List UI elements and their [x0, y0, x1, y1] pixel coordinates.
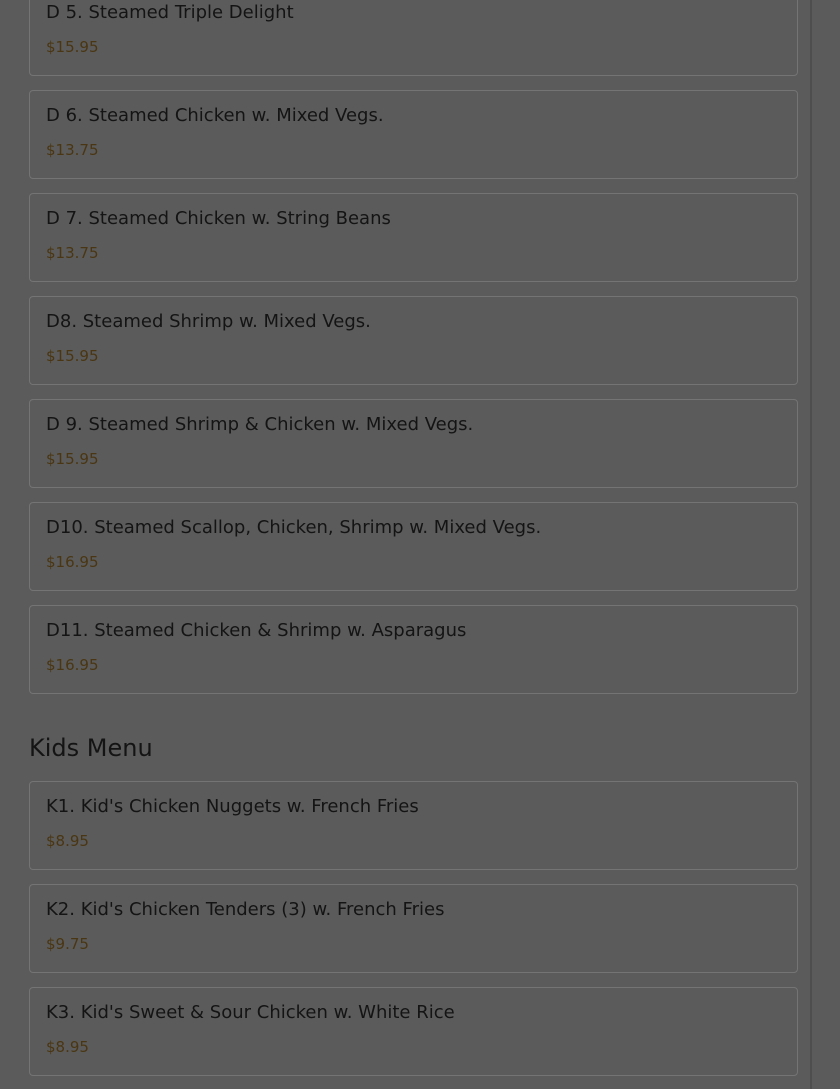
menu-item-card[interactable]	[29, 90, 798, 179]
menu-item-price: $9.75	[46, 935, 89, 953]
menu-item-card[interactable]	[29, 781, 798, 870]
menu-item-card[interactable]	[29, 296, 798, 385]
menu-item-price: $16.95	[46, 553, 99, 571]
menu-item-card[interactable]	[29, 884, 798, 973]
menu-item-price: $13.75	[46, 141, 99, 159]
kids-menu-heading: Kids Menu	[29, 734, 153, 762]
menu-item-card[interactable]	[29, 605, 798, 694]
menu-item-price: $15.95	[46, 347, 99, 365]
scrollbar[interactable]	[812, 0, 840, 1089]
menu-item-price: $8.95	[46, 1038, 89, 1056]
menu-item-title: D 5. Steamed Triple Delight	[46, 2, 294, 23]
menu-item-title: D10. Steamed Scallop, Chicken, Shrimp w. Mixed Vegs.	[46, 517, 542, 538]
menu-item-title: K1. Kid's Chicken Nuggets w. French Fries	[46, 796, 419, 817]
menu-item-title: D8. Steamed Shrimp w. Mixed Vegs.	[46, 311, 371, 332]
menu-item-card[interactable]	[29, 399, 798, 488]
menu-item-price: $8.95	[46, 832, 89, 850]
menu-item-price: $16.95	[46, 656, 99, 674]
menu-item-title: D 6. Steamed Chicken w. Mixed Vegs.	[46, 105, 384, 126]
menu-item-title: D 7. Steamed Chicken w. String Beans	[46, 208, 391, 229]
menu-item-card[interactable]	[29, 0, 798, 76]
menu-item-title: K2. Kid's Chicken Tenders (3) w. French Fries	[46, 899, 445, 920]
menu-item-price: $15.95	[46, 450, 99, 468]
menu-item-price: $13.75	[46, 244, 99, 262]
menu-item-title: K3. Kid's Sweet & Sour Chicken w. White Rice	[46, 1002, 455, 1023]
menu-item-title: D 9. Steamed Shrimp & Chicken w. Mixed Vegs.	[46, 414, 474, 435]
menu-item-card[interactable]	[29, 193, 798, 282]
menu-item-title: D11. Steamed Chicken & Shrimp w. Asparagus	[46, 620, 467, 641]
menu-item-card[interactable]	[29, 987, 798, 1076]
menu-item-card[interactable]	[29, 502, 798, 591]
menu-item-price: $15.95	[46, 38, 99, 56]
